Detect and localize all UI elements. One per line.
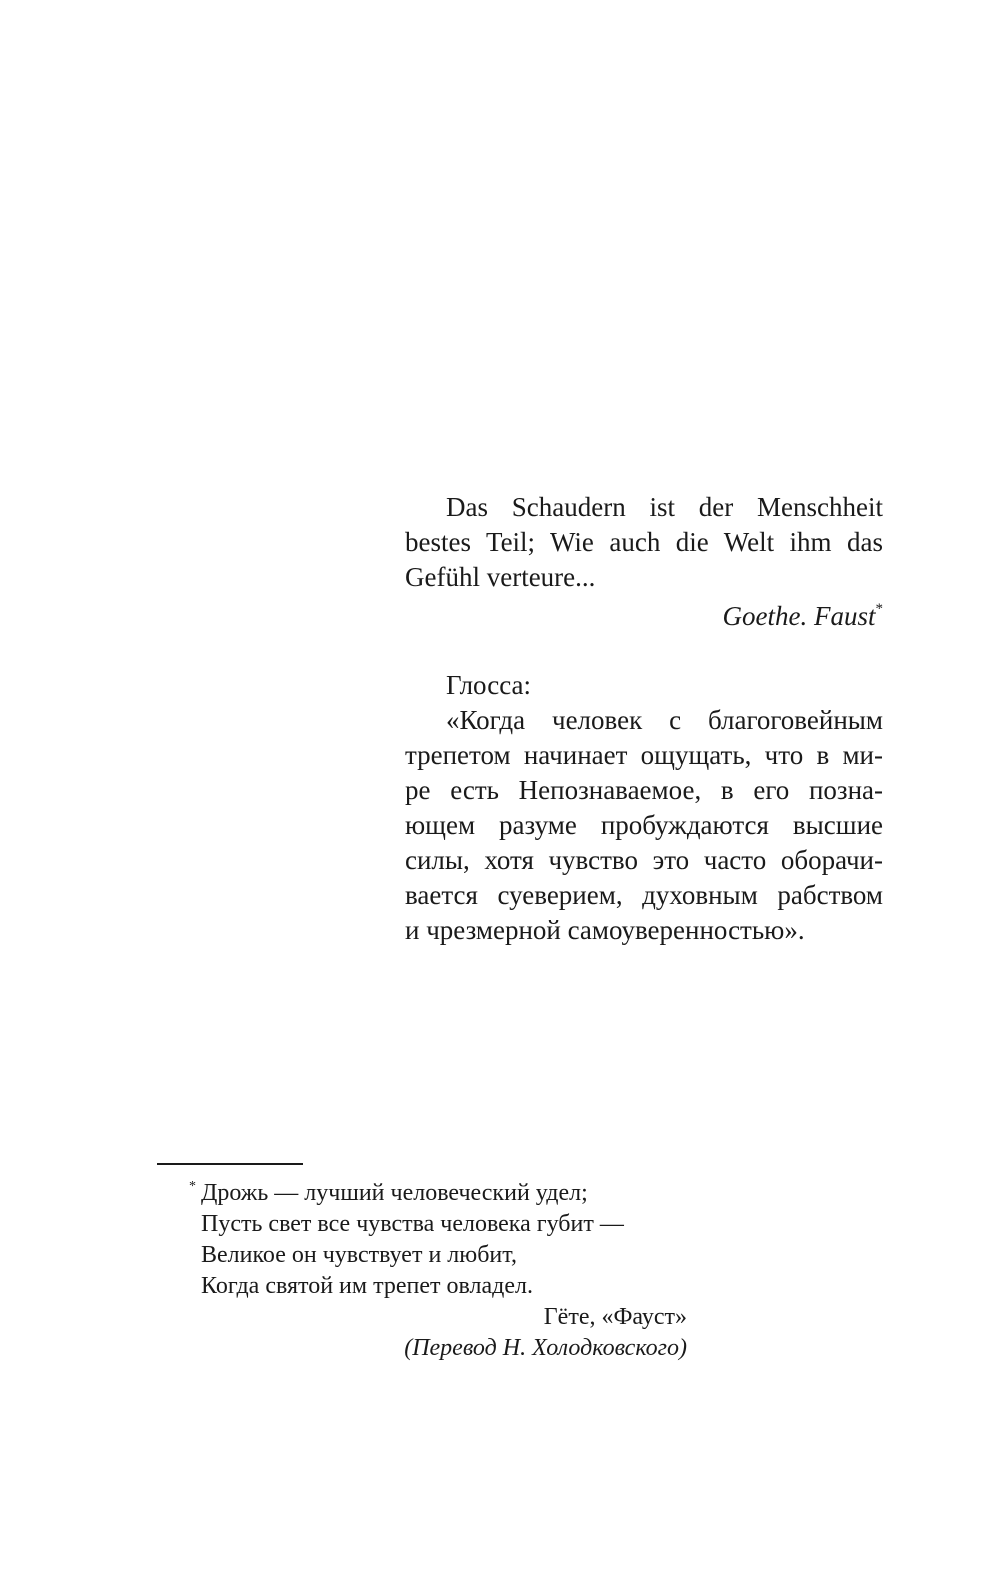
gloss-line: силы, хотя чувство это часто оборачи- bbox=[405, 845, 883, 875]
footnote-verse-line bbox=[187, 1178, 687, 1209]
gloss-line: ре есть Непознаваемое, в его позна- bbox=[405, 775, 883, 805]
gloss-line: трепетом начинает ощущать, что в ми- bbox=[405, 740, 883, 770]
footnote-verse-line: Пусть свет все чувства человека губит — bbox=[201, 1211, 624, 1237]
gloss-line: вается суеверием, духовным рабством bbox=[405, 880, 883, 910]
footnote-verse-line: Великое он чувствует и любит, bbox=[201, 1242, 517, 1268]
gloss bbox=[405, 668, 883, 948]
gloss-line: ющем разуме пробуждаются высшие bbox=[405, 810, 883, 840]
gloss-text bbox=[405, 703, 883, 948]
epigraph-author: Goethe. Faust bbox=[722, 601, 876, 631]
footnote-verse-text: Дрожь — лучший человеческий удел; bbox=[201, 1180, 588, 1206]
gloss-label: Глосса: bbox=[446, 670, 532, 700]
gloss-line: и чрезмерной самоуверенностью». bbox=[405, 915, 805, 945]
footnote-translator: (Перевод Н. Холодковского) bbox=[404, 1335, 687, 1361]
footnote bbox=[187, 1178, 687, 1364]
epigraph-text: Das Schaudern ist der Menschheit bestes Teil; Wie auch die Welt ihm das Gefühl verteure... bbox=[405, 492, 883, 592]
footnote-source: Гёте, «Фауст» bbox=[543, 1304, 687, 1330]
footnote-reference-marker: * bbox=[875, 601, 883, 617]
footnote-verse-line: Когда святой им трепет овладел. bbox=[201, 1273, 533, 1299]
footnote-marker: * bbox=[189, 1179, 196, 1194]
footnote-divider bbox=[157, 1163, 303, 1165]
epigraph-attribution bbox=[405, 599, 883, 634]
gloss-line: «Когда человек с благоговейным bbox=[446, 705, 883, 735]
epigraph bbox=[405, 490, 883, 634]
